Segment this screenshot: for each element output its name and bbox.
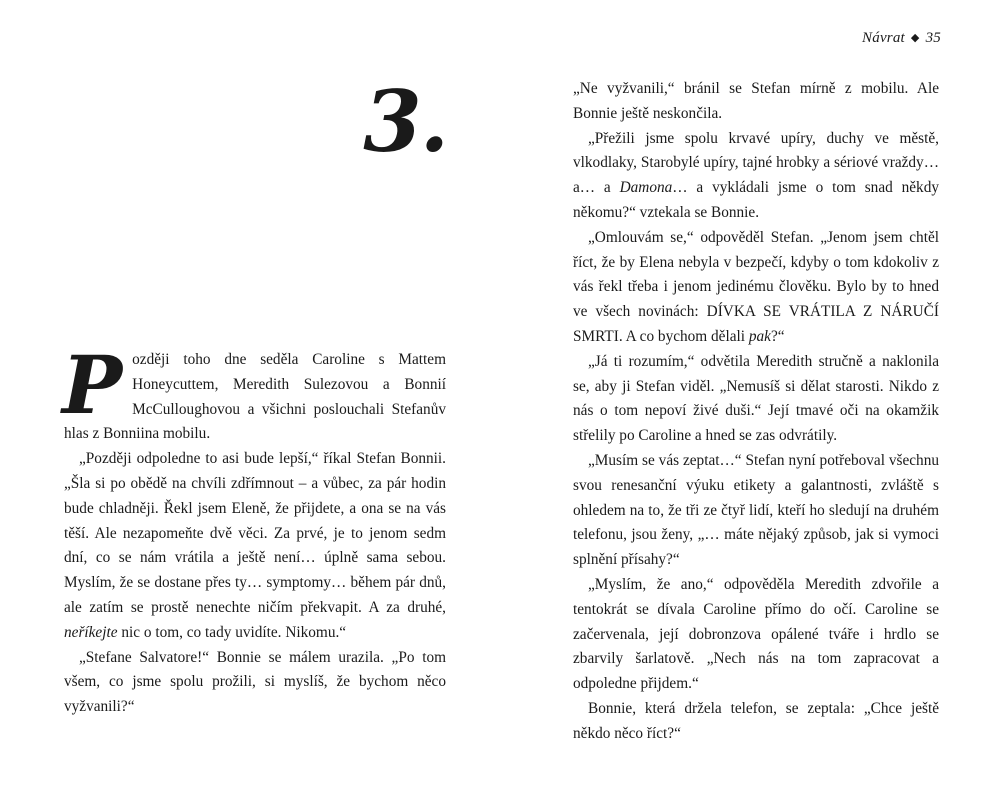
paragraph: „Ne vyžvanili,“ bránil se Stefan mírně z mobilu. Ale Bonnie ještě neskončila. bbox=[573, 80, 939, 122]
paragraph: „Omlouvám se,“ odpověděl Stefan. „Jenom jsem chtěl říct, že by Elena nebyla v bezpečí, kdyby o tom kdokoliv z vás řekl třeba i jenom jedinému člověku. Bylo by to hned ve všech novinách: DÍVKA SE VRÁTILA Z NÁRUČÍ SMRTI. A co bychom dělali pak?“ bbox=[573, 228, 939, 345]
paragraph: „Já ti rozumím,“ odvětila Meredith stručně a naklonila se, aby ji Stefan viděl. „Nemusíš si dělat starosti. Nikdo z nás o tom nepoví živé duši.“ Její tmavé oči na okamžik střelily po Caroline a hned se zas odvrátily. bbox=[573, 352, 939, 445]
paragraph: „Později odpoledne to asi bude lepší,“ říkal Stefan Bonnii. „Šla si po obědě na chvíli zdřímnout – a vůbec, za pár hodin bude chladněji. Řekl jsem Eleně, že přijdete, a ona se na vás těší. Ale nezapomeňte dvě věci. Za prvé, je to jenom sedm dní, co se nám vrátila a ještě není… úplně sama sebou. Myslím, že se dostane přes ty… symptomy… během pár dnů, ale zatím se prostě nenechte ničím překvapit. A za druhé, neříkejte nic o tom, co tady uvidíte. Nikomu.“ bbox=[64, 450, 446, 641]
paragraph: „Myslím, že ano,“ odpověděla Meredith zdvořile a tentokrát se dívala Caroline přímo do očí. Caroline se začervenala, její dobronzova opálené tváře i hrdlo se zbarvily šarlatově. „Nech nás na tom zapracovat a odpoledne přijdem.“ bbox=[573, 575, 939, 693]
running-header-title: Návrat bbox=[862, 30, 905, 46]
page-number: 35 bbox=[925, 30, 941, 46]
left-text-column bbox=[62, 338, 446, 720]
opening-paragraph bbox=[62, 338, 446, 447]
paragraph: „Přežili jsme spolu krvavé upíry, duchy ve městě, vlkodlaky, Starobylé upíry, tajné hrobky a sériové vraždy… a… a Damona… a vykládali jsme o tom snad někdy někomu?“ vztekala se Bonnie. bbox=[573, 129, 939, 221]
chapter-number: 3. bbox=[363, 72, 447, 171]
emphasis: neříkejte bbox=[64, 623, 118, 641]
opening-paragraph-text: ozději toho dne seděla Caroline s Mattem Honeycuttem, Meredith Sulezovou a Bonnií McCulloughovou a všichni poslouchali Stefanův hlas z Bonniina mobilu. bbox=[64, 351, 446, 443]
paragraph: Bonnie, která držela telefon, se zeptala: „Chce ještě někdo něco říct?“ bbox=[573, 699, 939, 742]
emphasis: pak bbox=[748, 327, 771, 345]
left-page bbox=[0, 0, 502, 800]
drop-cap: P bbox=[62, 338, 123, 432]
paragraph: „Stefane Salvatore!“ Bonnie se málem urazila. „Po tom všem, co jsme spolu prožili, si myslíš, že bychom něco vyžvanili?“ bbox=[64, 648, 446, 716]
right-page bbox=[502, 0, 1005, 800]
emphasis: Damona bbox=[619, 179, 673, 197]
running-header bbox=[862, 30, 941, 47]
right-text-column bbox=[573, 77, 939, 747]
paragraph: „Musím se vás zeptat…“ Stefan nyní potřeboval všechnu svou renesanční výuku etikety a galantnosti, zvláště s ohledem na to, že tři ze čtyř lidí, kteří ho sledují na druhém telefonu, jsou ženy, „… máte nějaký způsob, jak si vymoci splnění přísahy?“ bbox=[573, 451, 939, 569]
diamond-separator-icon: ◆ bbox=[910, 32, 920, 44]
